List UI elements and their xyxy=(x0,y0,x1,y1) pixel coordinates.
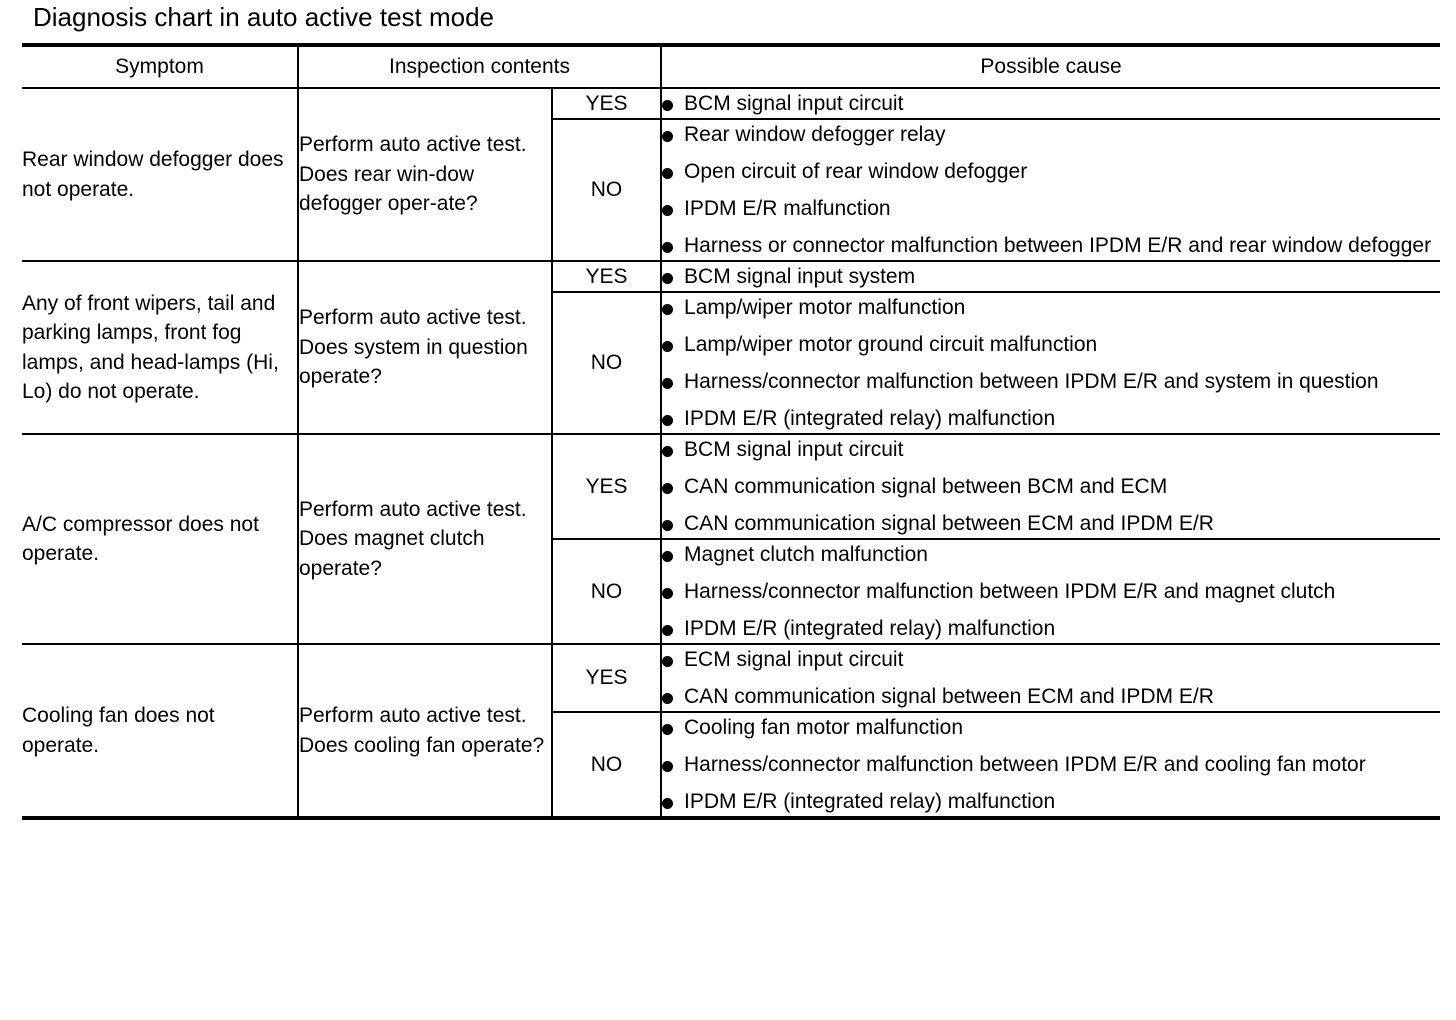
result-no: NO xyxy=(552,292,661,434)
bullet-icon xyxy=(662,625,673,636)
inspection-cell: Perform auto active test. Does magnet clutch operate? xyxy=(298,434,552,644)
cause-item: Rear window defogger relay xyxy=(662,120,1440,149)
table-row xyxy=(22,88,1440,119)
cause-cell xyxy=(661,434,1440,539)
result-no: NO xyxy=(552,119,661,261)
bullet-icon xyxy=(662,131,673,142)
cause-item: ECM signal input circuit xyxy=(662,645,1440,674)
bullet-icon xyxy=(662,415,673,426)
inspection-cell: Perform auto active test. Does system in question operate? xyxy=(298,261,552,434)
bullet-icon xyxy=(662,242,673,253)
header-symptom: Symptom xyxy=(22,45,298,88)
table-row xyxy=(22,434,1440,539)
bullet-icon xyxy=(662,588,673,599)
bullet-icon xyxy=(662,693,673,704)
inspection-cell: Perform auto active test. Does cooling fan operate? xyxy=(298,644,552,818)
bullet-icon xyxy=(662,168,673,179)
result-no: NO xyxy=(552,539,661,644)
cause-item: CAN communication signal between BCM and ECM xyxy=(662,472,1440,501)
cause-cell xyxy=(661,292,1440,434)
result-no: NO xyxy=(552,712,661,818)
header-inspection: Inspection contents xyxy=(298,45,661,88)
cause-item: Open circuit of rear window defogger xyxy=(662,157,1440,186)
bullet-icon xyxy=(662,656,673,667)
bullet-icon xyxy=(662,483,673,494)
bullet-icon xyxy=(662,761,673,772)
header-cause: Possible cause xyxy=(661,45,1440,88)
page-title: Diagnosis chart in auto active test mode xyxy=(33,2,495,32)
inspection-cell: Perform auto active test. Does rear win-dow defogger oper-ate? xyxy=(298,88,552,261)
cause-item: Lamp/wiper motor malfunction xyxy=(662,293,1440,322)
table-row xyxy=(22,644,1440,712)
symptom-cell: A/C compressor does not operate. xyxy=(22,434,298,644)
cause-item: Harness/connector malfunction between IPDM E/R and system in question xyxy=(662,367,1440,396)
bullet-icon xyxy=(662,551,673,562)
cause-cell xyxy=(661,712,1440,818)
cause-item: IPDM E/R (integrated relay) malfunction xyxy=(662,787,1440,816)
result-yes: YES xyxy=(552,434,661,539)
cause-item: BCM signal input circuit xyxy=(662,89,1440,118)
cause-item: IPDM E/R (integrated relay) malfunction xyxy=(662,614,1440,643)
symptom-cell: Any of front wipers, tail and parking lamps, front fog lamps, and head-lamps (Hi, Lo) do not operate. xyxy=(22,261,298,434)
cause-item: IPDM E/R malfunction xyxy=(662,194,1440,223)
result-yes: YES xyxy=(552,261,661,292)
symptom-cell: Cooling fan does not operate. xyxy=(22,644,298,818)
table-body xyxy=(22,88,1440,818)
cause-item: CAN communication signal between ECM and IPDM E/R xyxy=(662,509,1440,538)
bullet-icon xyxy=(662,520,673,531)
result-yes: YES xyxy=(552,644,661,712)
result-yes: YES xyxy=(552,88,661,119)
bullet-icon xyxy=(662,798,673,809)
cause-cell xyxy=(661,88,1440,119)
cause-item: IPDM E/R (integrated relay) malfunction xyxy=(662,404,1440,433)
cause-cell xyxy=(661,644,1440,712)
bullet-icon xyxy=(662,100,673,111)
table-row xyxy=(22,261,1440,292)
bullet-icon xyxy=(662,724,673,735)
bullet-icon xyxy=(662,446,673,457)
cause-item: Harness/connector malfunction between IPDM E/R and cooling fan motor xyxy=(662,750,1440,779)
cause-item: Harness/connector malfunction between IPDM E/R and magnet clutch xyxy=(662,577,1440,606)
bullet-icon xyxy=(662,341,673,352)
symptom-cell: Rear window defogger does not operate. xyxy=(22,88,298,261)
bullet-icon xyxy=(662,273,673,284)
cause-cell xyxy=(661,261,1440,292)
bullet-icon xyxy=(662,205,673,216)
cause-item: Cooling fan motor malfunction xyxy=(662,713,1440,742)
cause-cell xyxy=(661,539,1440,644)
cause-item: Lamp/wiper motor ground circuit malfunction xyxy=(662,330,1440,359)
cause-item: CAN communication signal between ECM and IPDM E/R xyxy=(662,682,1440,711)
bullet-icon xyxy=(662,304,673,315)
header-row xyxy=(22,45,1440,88)
cause-cell xyxy=(661,119,1440,261)
cause-item: BCM signal input system xyxy=(662,262,1440,291)
bullet-icon xyxy=(662,378,673,389)
diagnosis-table xyxy=(22,43,1440,820)
cause-item: BCM signal input circuit xyxy=(662,435,1440,464)
cause-item: Harness or connector malfunction between IPDM E/R and rear window defogger xyxy=(662,231,1440,260)
cause-item: Magnet clutch malfunction xyxy=(662,540,1440,569)
